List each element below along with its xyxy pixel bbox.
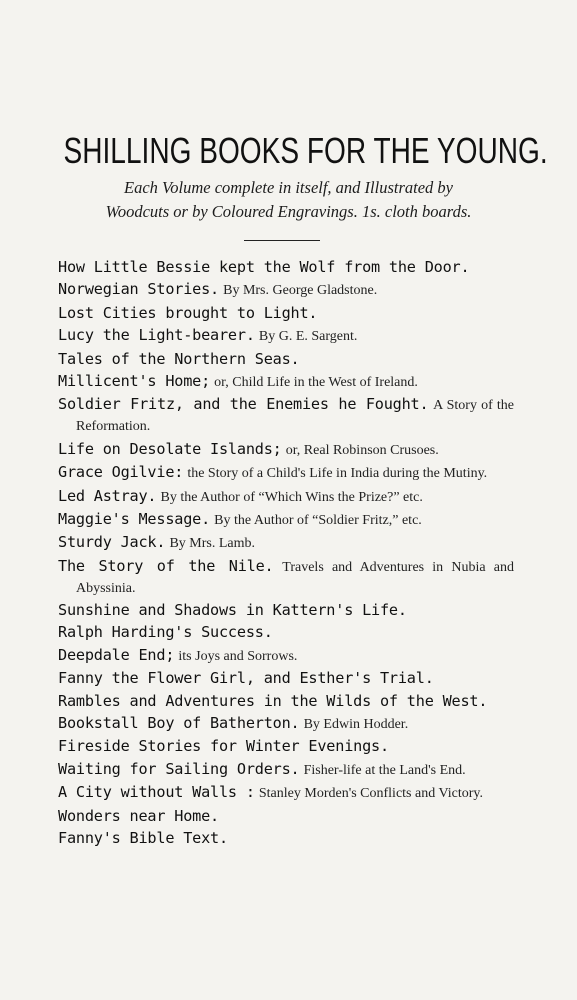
book-detail: the Story of a Child's Life in India during the Mutiny. bbox=[187, 466, 488, 482]
book-title: Lost Cities brought to Light. bbox=[58, 303, 318, 322]
book-entry bbox=[58, 303, 514, 323]
book-entry bbox=[58, 668, 514, 688]
book-entry bbox=[58, 439, 514, 460]
book-detail: By Edwin Hodder. bbox=[303, 717, 409, 733]
book-title: Sturdy Jack. bbox=[58, 533, 166, 552]
book-title: Millicent's Home; bbox=[58, 371, 211, 390]
book-title: Norwegian Stories. bbox=[58, 280, 219, 299]
book-title: Soldier Fritz, and the Enemies he Fought. bbox=[58, 395, 429, 414]
book-title: A City without Walls : bbox=[58, 783, 255, 802]
book-entry bbox=[58, 532, 514, 553]
subtitle-line: Each Volume complete in itself, and Illustrated by bbox=[123, 178, 454, 197]
book-entry bbox=[58, 622, 514, 642]
book-title: Led Astray. bbox=[58, 486, 157, 505]
book-title: Bookstall Boy of Batherton. bbox=[58, 714, 300, 733]
book-entry bbox=[58, 486, 514, 507]
book-detail: Travels and Adventures in Nubia and Abyssinia. bbox=[76, 559, 514, 596]
book-title: Sunshine and Shadows in Kattern's Life. bbox=[58, 601, 407, 620]
book-entry bbox=[58, 736, 514, 756]
book-title: The Story of the Nile. bbox=[58, 556, 274, 575]
book-title: Ralph Harding's Success. bbox=[58, 623, 273, 642]
book-detail: Fisher-life at the Land's End. bbox=[303, 762, 466, 778]
book-detail: By Mrs. Lamb. bbox=[169, 536, 255, 552]
book-detail: By the Author of “Soldier Fritz,” etc. bbox=[214, 512, 422, 528]
book-title: Fanny's Bible Text. bbox=[58, 828, 228, 847]
book-entry bbox=[58, 782, 514, 803]
book-entry bbox=[58, 713, 514, 734]
book-title: Rambles and Adventures in the Wilds of the West. bbox=[58, 691, 488, 710]
book-detail: or, Child Life in the West of Ireland. bbox=[214, 374, 418, 390]
book-title: Waiting for Sailing Orders. bbox=[58, 759, 300, 778]
book-entry bbox=[58, 691, 514, 711]
book-detail: or, Real Robinson Crusoes. bbox=[285, 442, 439, 458]
book-detail: By G. E. Sargent. bbox=[258, 329, 358, 345]
book-title: Fanny the Flower Girl, and Esther's Trial. bbox=[58, 669, 434, 688]
book-entry bbox=[58, 806, 514, 826]
book-detail: Stanley Morden's Conflicts and Victory. bbox=[258, 786, 483, 802]
book-title: Fireside Stories for Winter Evenings. bbox=[58, 737, 389, 756]
book-entry bbox=[58, 279, 514, 300]
book-entry bbox=[58, 759, 514, 780]
divider-rule bbox=[244, 240, 320, 241]
book-title: How Little Bessie kept the Wolf from the Door. bbox=[58, 258, 470, 276]
book-title: Wonders near Home. bbox=[58, 806, 219, 825]
book-entry bbox=[58, 325, 514, 346]
book-entry bbox=[58, 828, 514, 848]
book-detail: A Story of the Reformation. bbox=[76, 398, 514, 435]
book-list bbox=[58, 257, 514, 850]
book-entry bbox=[58, 509, 514, 530]
book-title: Grace Ogilvie: bbox=[58, 463, 184, 482]
page-subtitle bbox=[0, 176, 577, 224]
book-entry bbox=[58, 645, 514, 666]
book-title: Maggie's Message. bbox=[58, 509, 211, 528]
book-entry bbox=[58, 556, 514, 598]
subtitle-line: Woodcuts or by Coloured Engravings. 1s. cloth boards. bbox=[105, 202, 472, 221]
book-title: Lucy the Light-bearer. bbox=[58, 326, 255, 345]
book-detail: By Mrs. George Gladstone. bbox=[223, 283, 378, 299]
book-detail: By the Author of “Which Wins the Prize?” etc. bbox=[160, 489, 423, 505]
book-entry bbox=[58, 349, 514, 369]
book-entry bbox=[58, 257, 514, 277]
book-entry bbox=[58, 462, 514, 483]
book-entry bbox=[58, 394, 514, 436]
book-title: Deepdale End; bbox=[58, 645, 175, 664]
book-entry bbox=[58, 371, 514, 392]
book-detail: its Joys and Sorrows. bbox=[178, 648, 298, 664]
book-entry bbox=[58, 600, 514, 620]
page-title: SHILLING BOOKS FOR THE YOUNG. bbox=[63, 130, 548, 171]
book-title: Life on Desolate Islands; bbox=[58, 439, 282, 458]
book-title: Tales of the Northern Seas. bbox=[58, 349, 300, 368]
